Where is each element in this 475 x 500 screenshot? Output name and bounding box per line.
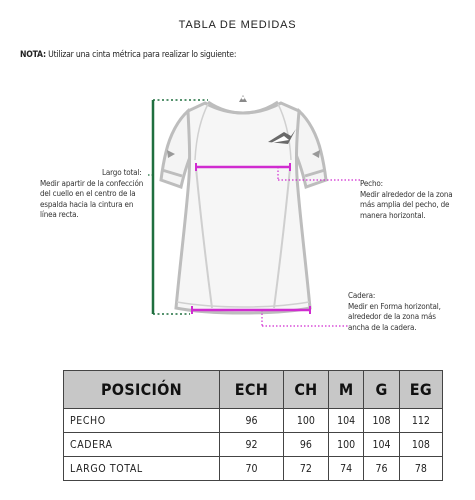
table-cell: 96 (283, 433, 328, 457)
cadera-annotation (348, 291, 448, 333)
row-label-largo-total: LARGO TOTAL (64, 457, 220, 481)
table-cell: 78 (399, 457, 442, 481)
pecho-text: Medir alrededor de la zona más amplia del pecho, de manera horizontal. (360, 189, 453, 220)
header-m: M (328, 371, 363, 409)
collar-tag-icon (239, 95, 247, 102)
size-table (63, 370, 443, 481)
header-ech: ECH (220, 371, 284, 409)
largo-total-text: Medir apartir de la confección del cuello en el centro de la espalda hacia la cintura en línea recta. (40, 178, 144, 219)
table-cell: 92 (220, 433, 284, 457)
cadera-title: Cadera: (348, 291, 376, 300)
pecho-title: Pecho: (360, 179, 383, 188)
table-cell: 104 (364, 433, 399, 457)
page-title: TABLA DE MEDIDAS (178, 19, 297, 31)
table-cell: 100 (283, 409, 328, 433)
cadera-measure (192, 306, 348, 326)
table-cell: 72 (283, 457, 328, 481)
table-cell: 96 (220, 409, 284, 433)
header-posicion: POSICIÓN (64, 371, 220, 409)
header-ch: CH (283, 371, 328, 409)
header-g: G (364, 371, 399, 409)
tshirt-illustration (161, 102, 326, 313)
pecho-annotation (360, 179, 460, 221)
table-header-row (64, 371, 443, 409)
note-label: NOTA: (20, 50, 46, 60)
table-cell: 76 (364, 457, 399, 481)
table-row (64, 457, 443, 481)
table-cell: 112 (399, 409, 442, 433)
table-cell: 100 (328, 433, 363, 457)
table-cell: 108 (364, 409, 399, 433)
note-text: Utilizar una cinta métrica para realizar lo siguiente: (45, 50, 237, 60)
row-label-pecho: PECHO (64, 409, 220, 433)
header-eg: EG (399, 371, 442, 409)
table-cell: 74 (328, 457, 363, 481)
table-cell: 108 (399, 433, 442, 457)
table-row (64, 409, 443, 433)
table-row (64, 433, 443, 457)
cadera-text: Medir en Forma horizontal, alrededor de la zona más ancha de la cadera. (348, 301, 441, 332)
largo-total-annotation (40, 168, 146, 221)
row-label-cadera: CADERA (64, 433, 220, 457)
table-cell: 70 (220, 457, 284, 481)
largo-total-title: Largo total: (102, 168, 142, 177)
table-cell: 104 (328, 409, 363, 433)
